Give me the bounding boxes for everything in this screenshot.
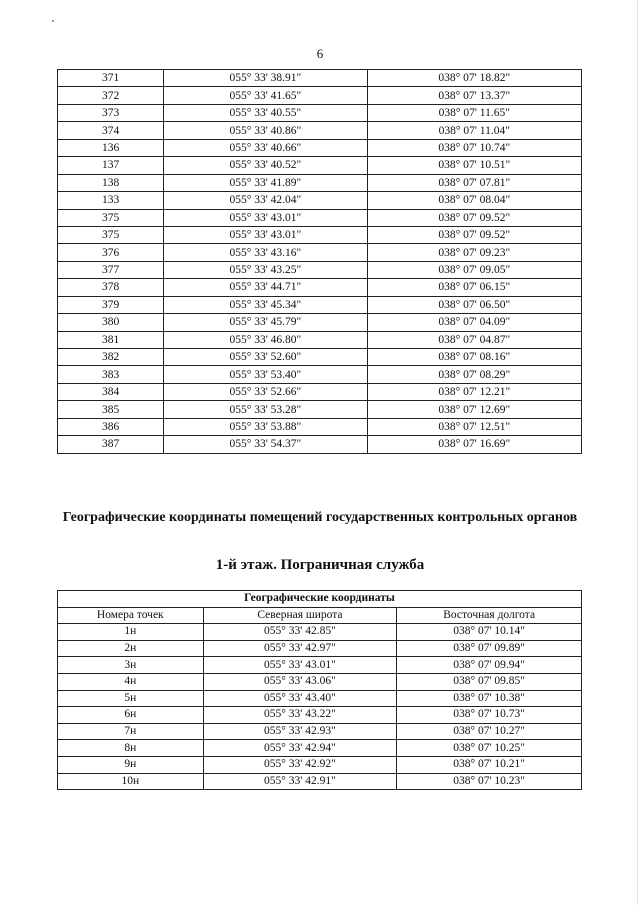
latitude-cell: 055° 33' 40.66"	[164, 139, 367, 156]
table-row	[58, 418, 582, 435]
latitude-cell: 055° 33' 38.91"	[164, 70, 367, 87]
longitude-cell: 038° 07' 10.38"	[397, 690, 582, 707]
latitude-cell: 055° 33' 54.37"	[164, 436, 367, 453]
scan-speck	[52, 20, 54, 22]
longitude-cell: 038° 07' 13.37"	[367, 87, 581, 104]
point-number-cell: 382	[58, 349, 164, 366]
point-number-cell: 372	[58, 87, 164, 104]
table-row	[58, 174, 582, 191]
header-east-longitude: Восточная долгота	[397, 607, 582, 624]
table-caption-row	[58, 591, 582, 608]
longitude-cell: 038° 07' 04.09"	[367, 314, 581, 331]
longitude-cell: 038° 07' 08.04"	[367, 192, 581, 209]
table-row	[58, 366, 582, 383]
table-row	[58, 707, 582, 724]
longitude-cell: 038° 07' 10.14"	[397, 624, 582, 641]
coordinates-table-top-body	[58, 70, 582, 454]
point-number-cell: 136	[58, 139, 164, 156]
point-number-cell: 6н	[58, 707, 204, 724]
latitude-cell: 055° 33' 42.93"	[203, 723, 397, 740]
longitude-cell: 038° 07' 18.82"	[367, 70, 581, 87]
latitude-cell: 055° 33' 52.66"	[164, 383, 367, 400]
table-row	[58, 773, 582, 790]
longitude-cell: 038° 07' 11.65"	[367, 104, 581, 121]
latitude-cell: 055° 33' 53.28"	[164, 401, 367, 418]
point-number-cell: 378	[58, 279, 164, 296]
latitude-cell: 055° 33' 43.06"	[203, 673, 397, 690]
longitude-cell: 038° 07' 10.74"	[367, 139, 581, 156]
table-row	[58, 226, 582, 243]
point-number-cell: 383	[58, 366, 164, 383]
table-row	[58, 383, 582, 400]
latitude-cell: 055° 33' 43.16"	[164, 244, 367, 261]
latitude-cell: 055° 33' 53.88"	[164, 418, 367, 435]
table-row	[58, 640, 582, 657]
table-row	[58, 331, 582, 348]
latitude-cell: 055° 33' 40.52"	[164, 157, 367, 174]
table-row	[58, 401, 582, 418]
latitude-cell: 055° 33' 46.80"	[164, 331, 367, 348]
point-number-cell: 387	[58, 436, 164, 453]
table-row	[58, 244, 582, 261]
header-north-latitude: Северная широта	[203, 607, 397, 624]
table-row	[58, 314, 582, 331]
point-number-cell: 375	[58, 209, 164, 226]
table-row	[58, 690, 582, 707]
longitude-cell: 038° 07' 09.52"	[367, 226, 581, 243]
point-number-cell: 3н	[58, 657, 204, 674]
longitude-cell: 038° 07' 16.69"	[367, 436, 581, 453]
point-number-cell: 371	[58, 70, 164, 87]
point-number-cell: 384	[58, 383, 164, 400]
longitude-cell: 038° 07' 09.94"	[397, 657, 582, 674]
point-number-cell: 379	[58, 296, 164, 313]
point-number-cell: 385	[58, 401, 164, 418]
table-row	[58, 209, 582, 226]
latitude-cell: 055° 33' 41.89"	[164, 174, 367, 191]
table-row	[58, 296, 582, 313]
table-header-row	[58, 607, 582, 624]
table-caption: Географические координаты	[58, 591, 582, 608]
section-title: Географические координаты помещений государственных контрольных органов	[62, 510, 578, 525]
longitude-cell: 038° 07' 10.21"	[397, 756, 582, 773]
coordinates-table-top	[57, 69, 582, 454]
latitude-cell: 055° 33' 42.94"	[203, 740, 397, 757]
point-number-cell: 138	[58, 174, 164, 191]
point-number-cell: 381	[58, 331, 164, 348]
longitude-cell: 038° 07' 10.51"	[367, 157, 581, 174]
point-number-cell: 9н	[58, 756, 204, 773]
point-number-cell: 380	[58, 314, 164, 331]
table-row	[58, 673, 582, 690]
latitude-cell: 055° 33' 42.91"	[203, 773, 397, 790]
latitude-cell: 055° 33' 43.01"	[203, 657, 397, 674]
point-number-cell: 373	[58, 104, 164, 121]
table-row	[58, 122, 582, 139]
longitude-cell: 038° 07' 07.81"	[367, 174, 581, 191]
table-row	[58, 192, 582, 209]
latitude-cell: 055° 33' 53.40"	[164, 366, 367, 383]
latitude-cell: 055° 33' 43.01"	[164, 226, 367, 243]
table-row	[58, 624, 582, 641]
section-subtitle: 1-й этаж. Пограничная служба	[215, 557, 425, 573]
longitude-cell: 038° 07' 10.25"	[397, 740, 582, 757]
longitude-cell: 038° 07' 06.50"	[367, 296, 581, 313]
latitude-cell: 055° 33' 42.04"	[164, 192, 367, 209]
point-number-cell: 7н	[58, 723, 204, 740]
header-point-number: Номера точек	[58, 607, 204, 624]
latitude-cell: 055° 33' 43.25"	[164, 261, 367, 278]
table-row	[58, 261, 582, 278]
longitude-cell: 038° 07' 11.04"	[367, 122, 581, 139]
latitude-cell: 055° 33' 40.86"	[164, 122, 367, 139]
coordinates-table-bottom-body	[58, 624, 582, 790]
point-number-cell: 133	[58, 192, 164, 209]
longitude-cell: 038° 07' 12.21"	[367, 383, 581, 400]
table-row	[58, 723, 582, 740]
latitude-cell: 055° 33' 43.40"	[203, 690, 397, 707]
point-number-cell: 5н	[58, 690, 204, 707]
scan-edge	[637, 0, 638, 905]
latitude-cell: 055° 33' 43.22"	[203, 707, 397, 724]
longitude-cell: 038° 07' 08.16"	[367, 349, 581, 366]
point-number-cell: 137	[58, 157, 164, 174]
latitude-cell: 055° 33' 42.92"	[203, 756, 397, 773]
longitude-cell: 038° 07' 12.51"	[367, 418, 581, 435]
longitude-cell: 038° 07' 09.52"	[367, 209, 581, 226]
table-row	[58, 279, 582, 296]
point-number-cell: 386	[58, 418, 164, 435]
longitude-cell: 038° 07' 04.87"	[367, 331, 581, 348]
point-number-cell: 375	[58, 226, 164, 243]
latitude-cell: 055° 33' 42.97"	[203, 640, 397, 657]
latitude-cell: 055° 33' 40.55"	[164, 104, 367, 121]
point-number-cell: 10н	[58, 773, 204, 790]
latitude-cell: 055° 33' 45.34"	[164, 296, 367, 313]
longitude-cell: 038° 07' 10.73"	[397, 707, 582, 724]
point-number-cell: 376	[58, 244, 164, 261]
table-row	[58, 70, 582, 87]
coordinates-table-bottom	[57, 590, 582, 790]
point-number-cell: 2н	[58, 640, 204, 657]
latitude-cell: 055° 33' 41.65"	[164, 87, 367, 104]
table-row	[58, 756, 582, 773]
longitude-cell: 038° 07' 12.69"	[367, 401, 581, 418]
page-number: 6	[316, 46, 324, 61]
point-number-cell: 374	[58, 122, 164, 139]
longitude-cell: 038° 07' 10.27"	[397, 723, 582, 740]
point-number-cell: 1н	[58, 624, 204, 641]
longitude-cell: 038° 07' 09.89"	[397, 640, 582, 657]
longitude-cell: 038° 07' 10.23"	[397, 773, 582, 790]
latitude-cell: 055° 33' 45.79"	[164, 314, 367, 331]
table-row	[58, 657, 582, 674]
table-row	[58, 104, 582, 121]
longitude-cell: 038° 07' 09.05"	[367, 261, 581, 278]
table-row	[58, 157, 582, 174]
point-number-cell: 8н	[58, 740, 204, 757]
table-row	[58, 87, 582, 104]
latitude-cell: 055° 33' 44.71"	[164, 279, 367, 296]
longitude-cell: 038° 07' 09.23"	[367, 244, 581, 261]
table-row	[58, 740, 582, 757]
table-row	[58, 436, 582, 453]
table-row	[58, 139, 582, 156]
longitude-cell: 038° 07' 09.85"	[397, 673, 582, 690]
latitude-cell: 055° 33' 43.01"	[164, 209, 367, 226]
point-number-cell: 4н	[58, 673, 204, 690]
table-row	[58, 349, 582, 366]
point-number-cell: 377	[58, 261, 164, 278]
longitude-cell: 038° 07' 08.29"	[367, 366, 581, 383]
longitude-cell: 038° 07' 06.15"	[367, 279, 581, 296]
latitude-cell: 055° 33' 42.85"	[203, 624, 397, 641]
latitude-cell: 055° 33' 52.60"	[164, 349, 367, 366]
